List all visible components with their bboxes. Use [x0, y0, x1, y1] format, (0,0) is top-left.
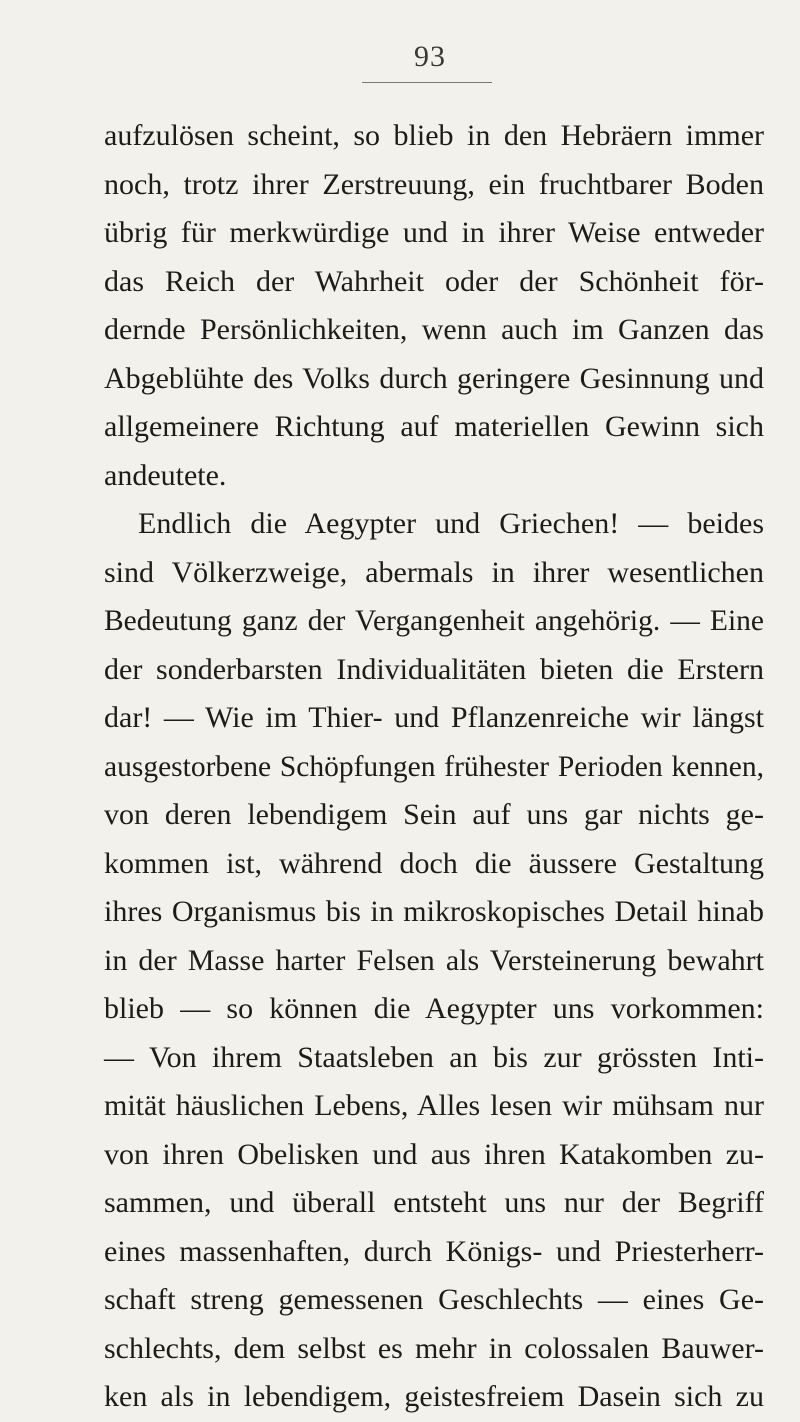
text-line: blieb — so können die Aegypter uns vorkommen:: [104, 992, 764, 1025]
text-line: schaft streng gemessenen Geschlechts — eines Ge-: [104, 1283, 764, 1316]
text-line: allgemeinere Richtung auf materiellen Gewinn sich: [104, 410, 764, 443]
header-rule: [362, 82, 492, 83]
text-line: von deren lebendigem Sein auf uns gar nichts ge-: [104, 798, 764, 831]
text-line: Bedeutung ganz der Vergangenheit angehörig. — Eine: [104, 605, 764, 637]
text-line: das Reich der Wahrheit oder der Schönheit för-: [104, 264, 764, 298]
body-text: [104, 112, 764, 1422]
text-line: in der Masse harter Felsen als Versteinerung bewahrt: [104, 943, 764, 977]
text-line: noch, trotz ihrer Zerstreuung, ein fruchtbarer Boden: [104, 167, 764, 201]
text-line: aufzulösen scheint, so blieb in den Hebräern immer: [104, 119, 764, 152]
text-line: dar! — Wie im Thier- und Pflanzenreiche wir längst: [104, 701, 764, 734]
text-line: ausgestorbene Schöpfungen frühester Perioden kennen,: [104, 750, 764, 783]
text-line: der sonderbarsten Individualitäten bieten die Erstern: [104, 652, 764, 686]
text-line: Endlich die Aegypter und Griechen! — beides: [138, 507, 764, 540]
text-line: dernde Persönlichkeiten, wenn auch im Ganzen das: [104, 313, 764, 346]
text-line: kommen ist, während doch die äussere Gestaltung: [104, 846, 764, 880]
text-line: — Von ihrem Staatsleben an bis zur grössten Inti-: [104, 1040, 764, 1074]
text-line: übrig für merkwürdige und in ihrer Weise entweder: [104, 216, 764, 249]
text-line: sammen, und überall entsteht uns nur der Begriff: [104, 1186, 764, 1219]
text-line: andeutete.: [104, 458, 227, 492]
text-line: mität häuslichen Lebens, Alles lesen wir mühsam nur: [104, 1089, 764, 1122]
text-line: von ihren Obelisken und aus ihren Katakomben zu-: [104, 1137, 764, 1171]
text-line: ihres Organismus bis in mikroskopisches Detail hinab: [104, 895, 764, 928]
text-line: eines massenhaften, durch Königs- und Priesterherr-: [104, 1234, 764, 1268]
text-line: ken als in lebendigem, geistesfreiem Dasein sich zu: [104, 1380, 764, 1413]
text-line: Abgeblühte des Volks durch geringere Gesinnung und: [104, 361, 764, 395]
text-line: sind Völkerzweige, abermals in ihrer wesentlichen: [104, 555, 764, 589]
text-line: schlechts, dem selbst es mehr in colossalen Bauwer-: [104, 1331, 764, 1365]
page-number: 93: [414, 40, 446, 73]
